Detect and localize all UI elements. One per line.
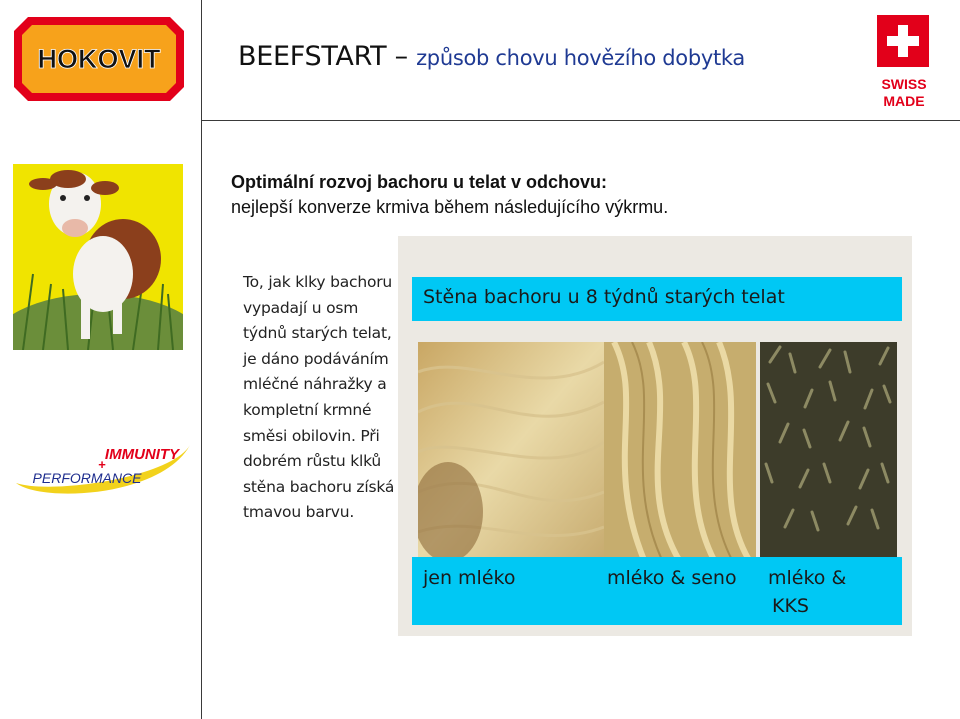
figure-title-bar xyxy=(412,277,902,321)
swiss-flag-icon xyxy=(877,15,929,67)
page-title xyxy=(238,41,745,72)
calf-photo xyxy=(13,164,183,350)
made-label: MADE xyxy=(883,93,925,109)
performance-text: PERFORMANCE xyxy=(32,470,142,486)
label-milk-kks-line2: KKS xyxy=(772,595,809,617)
hokovit-logo xyxy=(14,17,184,101)
immunity-performance-logo xyxy=(12,437,192,499)
description-paragraph: To, jak klky bachoru vypadají u osm týdnů starých telat, je dáno podáváním mléčné náhražky a kompletní krmné směsi obilovin. Při dobrém růstu klků stěna bachoru získá tmavou barvu. xyxy=(243,273,395,522)
figure-caption-bar xyxy=(412,557,902,625)
swiss-made-label xyxy=(872,76,936,110)
label-milk-hay: mléko & seno xyxy=(607,567,737,589)
rumen-wall-milk-kks xyxy=(760,342,897,560)
rumen-wall-milk-only xyxy=(418,342,604,560)
intro-heading: Optimální rozvoj bachoru u telat v odchovu: xyxy=(231,172,608,192)
immunity-text: IMMUNITY xyxy=(104,446,180,463)
intro-block xyxy=(231,170,668,220)
label-milk-only: jen mléko xyxy=(423,567,516,589)
label-milk-kks-line1: mléko & xyxy=(768,567,847,589)
horizontal-divider xyxy=(201,120,960,121)
hokovit-wordmark: HOKOVIT xyxy=(37,44,161,74)
vertical-divider xyxy=(201,0,202,719)
rumen-wall-milk-hay xyxy=(604,342,756,560)
title-main: BEEFSTART – xyxy=(238,41,408,72)
intro-subheading: nejlepší konverze krmiva během následujícího výkrmu. xyxy=(231,197,669,217)
title-subtitle: způsob chovu hovězího dobytka xyxy=(416,46,745,70)
swiss-label: SWISS xyxy=(881,76,927,92)
plus-text: + xyxy=(98,457,106,472)
figure-title: Stěna bachoru u 8 týdnů starých telat xyxy=(423,286,785,308)
